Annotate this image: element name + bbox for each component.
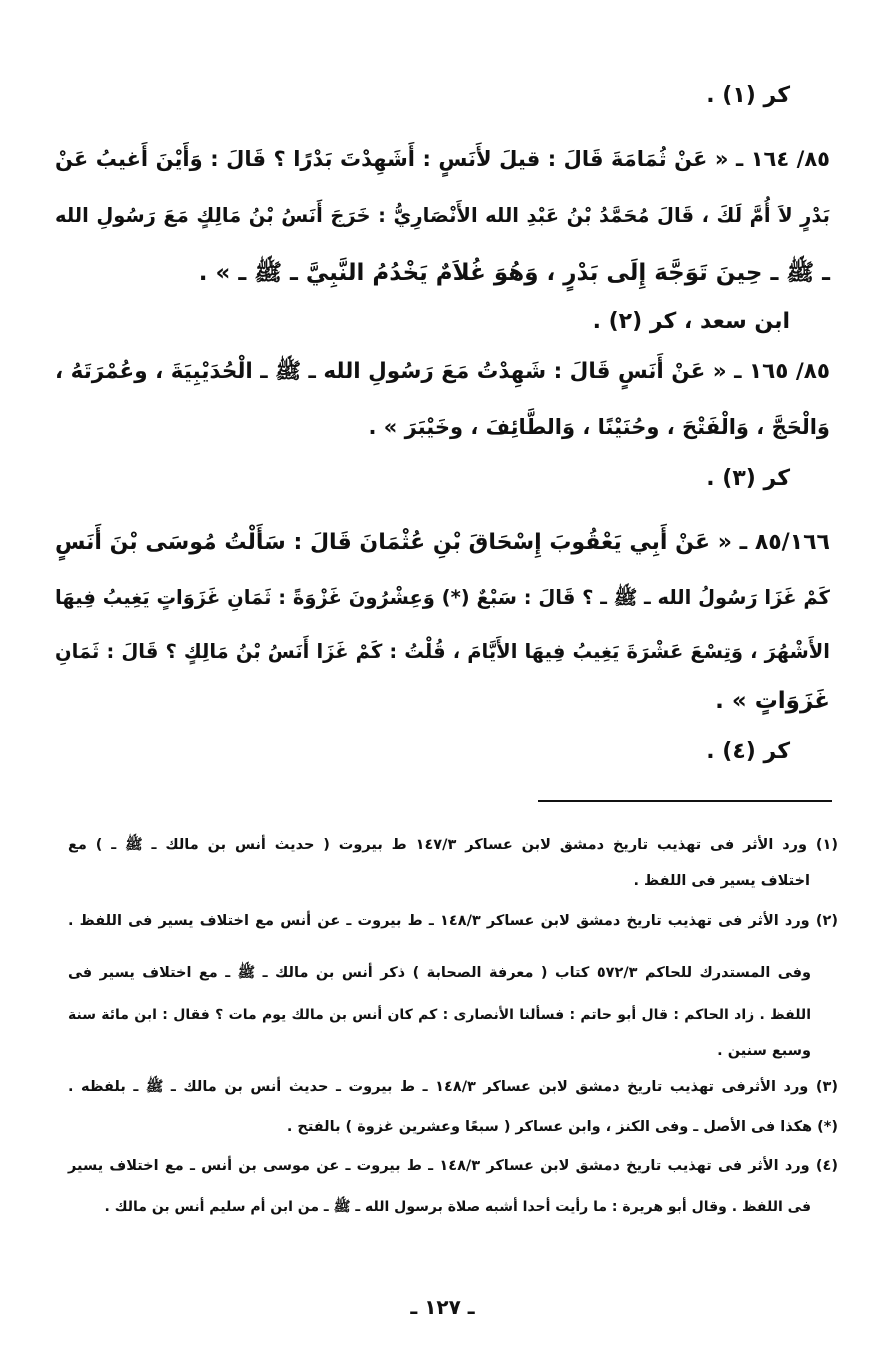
hadith-165-line-1: ٨٥/ ١٦٥ ـ « عَنْ أَنَسٍ قَالَ : شَهِدْتُ مَعَ رَسُولِ الله ـ ﷺ ـ الْحُدَيْبِيَةَ ، وعُمْرَتَهُ ، (55, 359, 830, 384)
source-reference-3: كر (٣) . (706, 466, 790, 491)
hadith-164-line-1: ٨٥/ ١٦٤ ـ « عَنْ ثُمَامَةَ قَالَ : قيلَ لأَنَسٍ : أَشَهِدْتَ بَدْرًا ؟ قَالَ : وَأَيْنَ أَغيبُ عَنْ (55, 147, 830, 171)
hadith-166-line-4: غَزَوَاتٍ » . (715, 688, 830, 714)
footnote-separator (538, 800, 832, 802)
hadith-164-line-3: ـ ﷺ ـ حِينَ تَوَجَّهَ إِلَى بَدْرٍ ، وَهُوَ غُلاَمٌ يَخْدُمُ النَّبِيَّ ـ ﷺ ـ » . (198, 260, 830, 286)
source-reference-4: كر (٤) . (706, 739, 790, 764)
footnote-4-line-2: فى اللفظ . وقال أبو هريرة : ما رأيت أحدا أشبه صلاة برسول الله ـ ﷺ ـ من ابن أم سليم أنس بن مالك . (104, 1199, 811, 1215)
footnote-3-line-1: (٣) ورد الأثرفى تهذيب تاريخ دمشق لابن عساكر ١٤٨/٣ ـ ط بيروت ـ حديث أنس بن مالك ـ ﷺ ـ بلفظه . (68, 1079, 838, 1095)
footnote-1-line-1: (١) ورد الأثر فى تهذيب تاريخ دمشق لابن عساكر ١٤٧/٣ ط بيروت ( حديث أنس بن مالك ـ ﷺ ـ ) مع (68, 837, 839, 853)
page-number: ـ ١٢٧ ـ (410, 1295, 475, 1319)
source-reference-2: ابن سعد ، كر (٢) . (592, 309, 790, 334)
hadith-166-line-3: الأَشْهُرَ ، وَتِسْعَ عَشْرَةَ يَغِيبُ فِيهَا الأَيَّامَ ، قُلْتُ : كَمْ غَزَا أَنَسُ بْنُ مَالِكٍ ؟ قَالَ : ثَمَانِ (55, 640, 830, 663)
footnote-4-line-1: (٤) ورد الأثر فى تهذيب تاريخ دمشق لابن عساكر ١٤٨/٣ ـ ط بيروت ـ عن موسى بن أنس ـ مع اختلاف يسير (68, 1158, 838, 1174)
hadith-165-line-2: وَالْحَجَّ ، وَالْفَتْحَ ، وحُنَيْنًا ، وَالطَّائِفَ ، وخَيْبَرَ » . (368, 415, 830, 439)
hadith-166-line-2: كَمْ غَزَا رَسُولُ الله ـ ﷺ ـ ؟ قَالَ : سَبْعٌ (*) وَعِشْرُونَ غَزْوَةً : ثَمَانِ غَزَوَاتٍ يَغِيبُ فِيهَا (55, 586, 830, 609)
source-reference-1: كر (١) . (706, 83, 790, 108)
footnote-2-line-2: وفى المستدرك للحاكم ٥٧٢/٣ كتاب ( معرفة الصحابة ) ذكر أنس بن مالك ـ ﷺ ـ مع اختلاف يسير فى (68, 965, 811, 981)
footnote-2-line-3: اللفظ . زاد الحاكم : قال أبو حاتم : فسألنا الأنصارى : كم كان أنس بن مالك يوم مات ؟ فقال : ابن مائة سنة (68, 1007, 811, 1023)
hadith-166-line-1: ٨٥/١٦٦ ـ « عَنْ أَبِي يَعْقُوبَ إِسْحَاقَ بْنِ عُثْمَانَ قَالَ : سَأَلْتُ مُوسَى بْنَ أَنَسٍ (55, 530, 830, 555)
footnote-2-line-1: (٢) ورد الأثر فى تهذيب تاريخ دمشق لابن عساكر ١٤٨/٣ ـ ط بيروت ـ عن أنس مع اختلاف يسير فى اللفظ . (68, 913, 838, 929)
footnote-2-line-4: وسبع سنين . (717, 1043, 811, 1059)
footnote-star: (*) هكذا فى الأصل ـ وفى الكنز ، وابن عساكر ( سبعًا وعشرين غزوة ) بالفتح . (286, 1119, 838, 1135)
footnote-1-line-2: اختلاف يسير فى اللفظ . (633, 873, 810, 889)
hadith-164-line-2: بَدْرٍ لاَ أُمَّ لَكَ ، قَالَ مُحَمَّدُ بْنُ عَبْدِ الله الأَنْصَارِيُّ : خَرَجَ أَنَسُ بْنُ مَالِكٍ مَعَ رَسُولِ الله (55, 204, 830, 227)
